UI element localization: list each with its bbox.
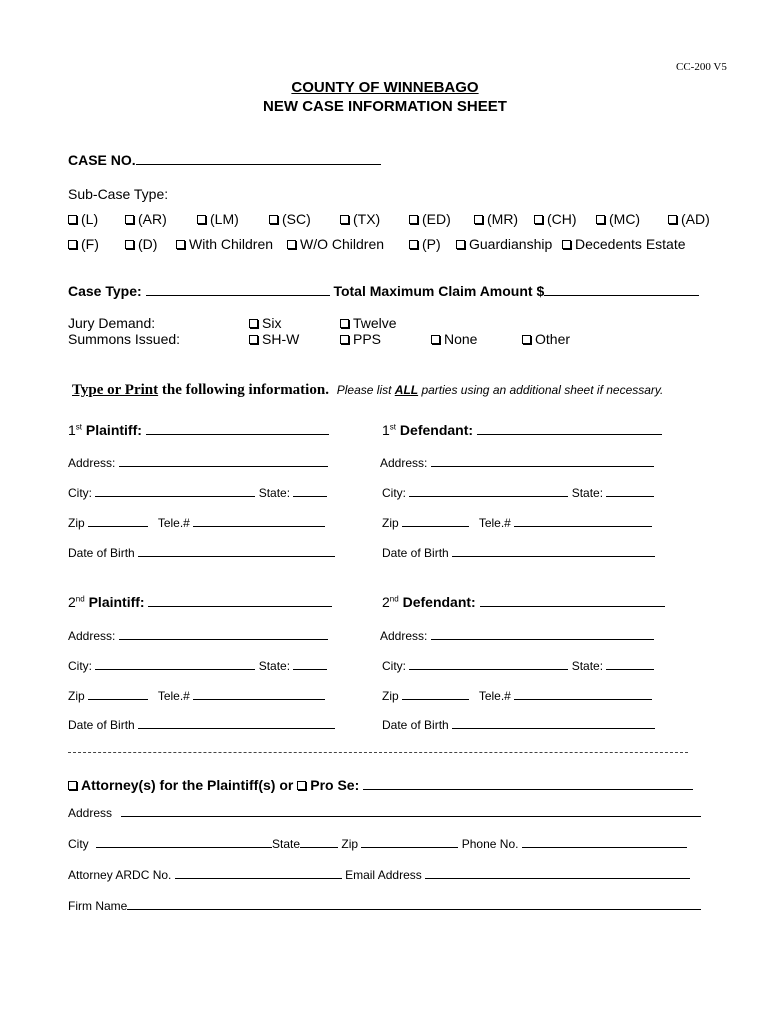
city-state-row: City: State: [382,658,654,673]
defendant-1-heading: 1st Defendant: [382,422,662,438]
total-claim-label: Total Maximum Claim Amount $ [333,283,545,299]
checkbox-icon[interactable] [456,240,465,249]
subcase-option[interactable]: (MC) [596,211,640,227]
checkbox-icon[interactable] [68,781,77,790]
summons-option[interactable]: PPS [340,331,381,347]
attorney-city-row: City State Zip Phone No. [68,836,687,851]
case-type-label: Case Type: [68,283,142,299]
checkbox-icon[interactable] [68,240,77,249]
zip-tele-row: Zip Tele.# [382,515,652,530]
instruction-text: the following information. [158,382,329,398]
summons-option[interactable]: SH-W [249,331,299,347]
jury-demand-label: Jury Demand: [68,315,156,331]
checkbox-icon[interactable] [431,335,440,344]
city-state-row: City: State: [382,485,654,500]
checkbox-icon[interactable] [668,215,677,224]
address-row: Address: [68,628,328,643]
checkbox-icon[interactable] [125,240,134,249]
defendant-2-heading: 2nd Defendant: [382,594,665,610]
checkbox-icon[interactable] [562,240,571,249]
subcase-option[interactable]: Guardianship [456,236,552,252]
checkbox-icon[interactable] [249,335,258,344]
checkbox-icon[interactable] [340,215,349,224]
attorney-ardc-row: Attorney ARDC No. Email Address [68,867,690,882]
attorney-address-row: Address [68,805,701,820]
subcase-option[interactable]: (P) [409,236,441,252]
address-field[interactable] [431,455,654,467]
defendant-1-name-field[interactable] [477,423,662,435]
attorney-ardc-field[interactable] [175,867,342,879]
section-divider [68,752,688,753]
defendant-2-name-field[interactable] [480,595,665,607]
checkbox-icon[interactable] [68,215,77,224]
checkbox-icon[interactable] [409,240,418,249]
subcase-option[interactable]: (TX) [340,211,380,227]
tele-field[interactable] [514,515,652,527]
subcase-option[interactable]: (MR) [474,211,518,227]
page-subtitle: NEW CASE INFORMATION SHEET [263,98,507,115]
attorney-email-field[interactable] [425,867,690,879]
checkbox-icon[interactable] [340,319,349,328]
subcase-option[interactable]: (L) [68,211,98,227]
attorney-firm-field[interactable] [127,898,701,910]
zip-tele-row: Zip Tele.# [68,515,325,530]
city-field[interactable] [95,658,255,670]
dob-field[interactable] [138,545,335,557]
city-field[interactable] [409,485,568,497]
attorney-address-field[interactable] [121,805,701,817]
dob-row: Date of Birth [382,717,655,732]
case-no-label: CASE NO. [68,152,136,168]
subcase-option[interactable]: (SC) [269,211,311,227]
checkbox-icon[interactable] [522,335,531,344]
address-row: Address: [380,628,654,643]
subcase-option[interactable]: (CH) [534,211,577,227]
case-type-field[interactable] [146,284,330,296]
checkbox-icon[interactable] [125,215,134,224]
checkbox-icon[interactable] [596,215,605,224]
city-state-row: City: State: [68,658,327,673]
checkbox-icon[interactable] [474,215,483,224]
subcase-option[interactable]: (LM) [197,211,239,227]
subcase-option[interactable]: (F) [68,236,99,252]
subcase-option[interactable]: (AD) [668,211,710,227]
jury-option[interactable]: Twelve [340,315,397,331]
case-no-row [68,152,381,168]
tele-field[interactable] [514,688,652,700]
state-field[interactable] [293,485,327,497]
state-field[interactable] [293,658,327,670]
checkbox-icon[interactable] [197,215,206,224]
attorney-state-field[interactable] [300,836,338,848]
city-state-row: City: State: [68,485,327,500]
checkbox-icon[interactable] [534,215,543,224]
summons-label: Summons Issued: [68,331,181,347]
dob-field[interactable] [452,717,655,729]
instruction-line [72,381,663,399]
subcase-option[interactable]: (D) [125,236,157,252]
dob-row: Date of Birth [68,717,335,732]
total-claim-field[interactable] [544,284,699,296]
zip-field[interactable] [402,515,469,527]
checkbox-icon[interactable] [340,335,349,344]
dob-field[interactable] [138,717,335,729]
jury-option[interactable]: Six [249,315,281,331]
address-field[interactable] [119,455,328,467]
checkbox-icon[interactable] [287,240,296,249]
page-title: COUNTY OF WINNEBAGO [291,79,479,96]
state-field[interactable] [606,485,654,497]
form-code: CC-200 V5 [676,61,727,73]
attorney-heading: Attorney(s) for the Plaintiff(s) or Pro Se: [68,777,693,793]
checkbox-icon[interactable] [269,215,278,224]
plaintiff-1-heading: 1st Plaintiff: [68,422,329,438]
attorney-name-field[interactable] [363,778,693,790]
subcase-option[interactable]: With Children [176,236,273,252]
zip-tele-row: Zip Tele.# [68,688,325,703]
address-field[interactable] [431,628,654,640]
instruction-emphasis: Type or Print [72,382,159,398]
zip-field[interactable] [402,688,469,700]
subcase-option[interactable]: Decedents Estate [562,236,686,252]
tele-field[interactable] [193,515,325,527]
tele-field[interactable] [193,688,325,700]
checkbox-icon[interactable] [409,215,418,224]
zip-field[interactable] [88,515,148,527]
dob-row: Date of Birth [382,545,655,560]
case-type-row [68,283,699,299]
address-field[interactable] [119,628,328,640]
dob-field[interactable] [452,545,655,557]
summons-option[interactable]: Other [522,331,570,347]
attorney-zip-field[interactable] [361,836,458,848]
address-row: Address: [380,455,654,470]
city-field[interactable] [409,658,568,670]
plaintiff-1-name-field[interactable] [146,423,329,435]
dob-row: Date of Birth [68,545,335,560]
state-field[interactable] [606,658,654,670]
city-field[interactable] [95,485,255,497]
plaintiff-2-name-field[interactable] [148,595,332,607]
attorney-firm-row: Firm Name [68,898,701,913]
case-no-field[interactable] [136,153,381,165]
subcase-option[interactable]: (ED) [409,211,451,227]
address-row: Address: [68,455,328,470]
zip-tele-row: Zip Tele.# [382,688,652,703]
subcase-option[interactable]: (AR) [125,211,167,227]
subcase-label: Sub-Case Type: [68,186,169,202]
zip-field[interactable] [88,688,148,700]
checkbox-icon[interactable] [249,319,258,328]
attorney-phone-field[interactable] [522,836,687,848]
summons-option[interactable]: None [431,331,477,347]
subcase-option[interactable]: W/O Children [287,236,384,252]
plaintiff-2-heading: 2nd Plaintiff: [68,594,332,610]
checkbox-icon[interactable] [176,240,185,249]
instruction-note: Please list ALL parties using an additional sheet if necessary. [336,383,664,397]
attorney-city-field[interactable] [96,836,272,848]
checkbox-icon[interactable] [297,781,306,790]
